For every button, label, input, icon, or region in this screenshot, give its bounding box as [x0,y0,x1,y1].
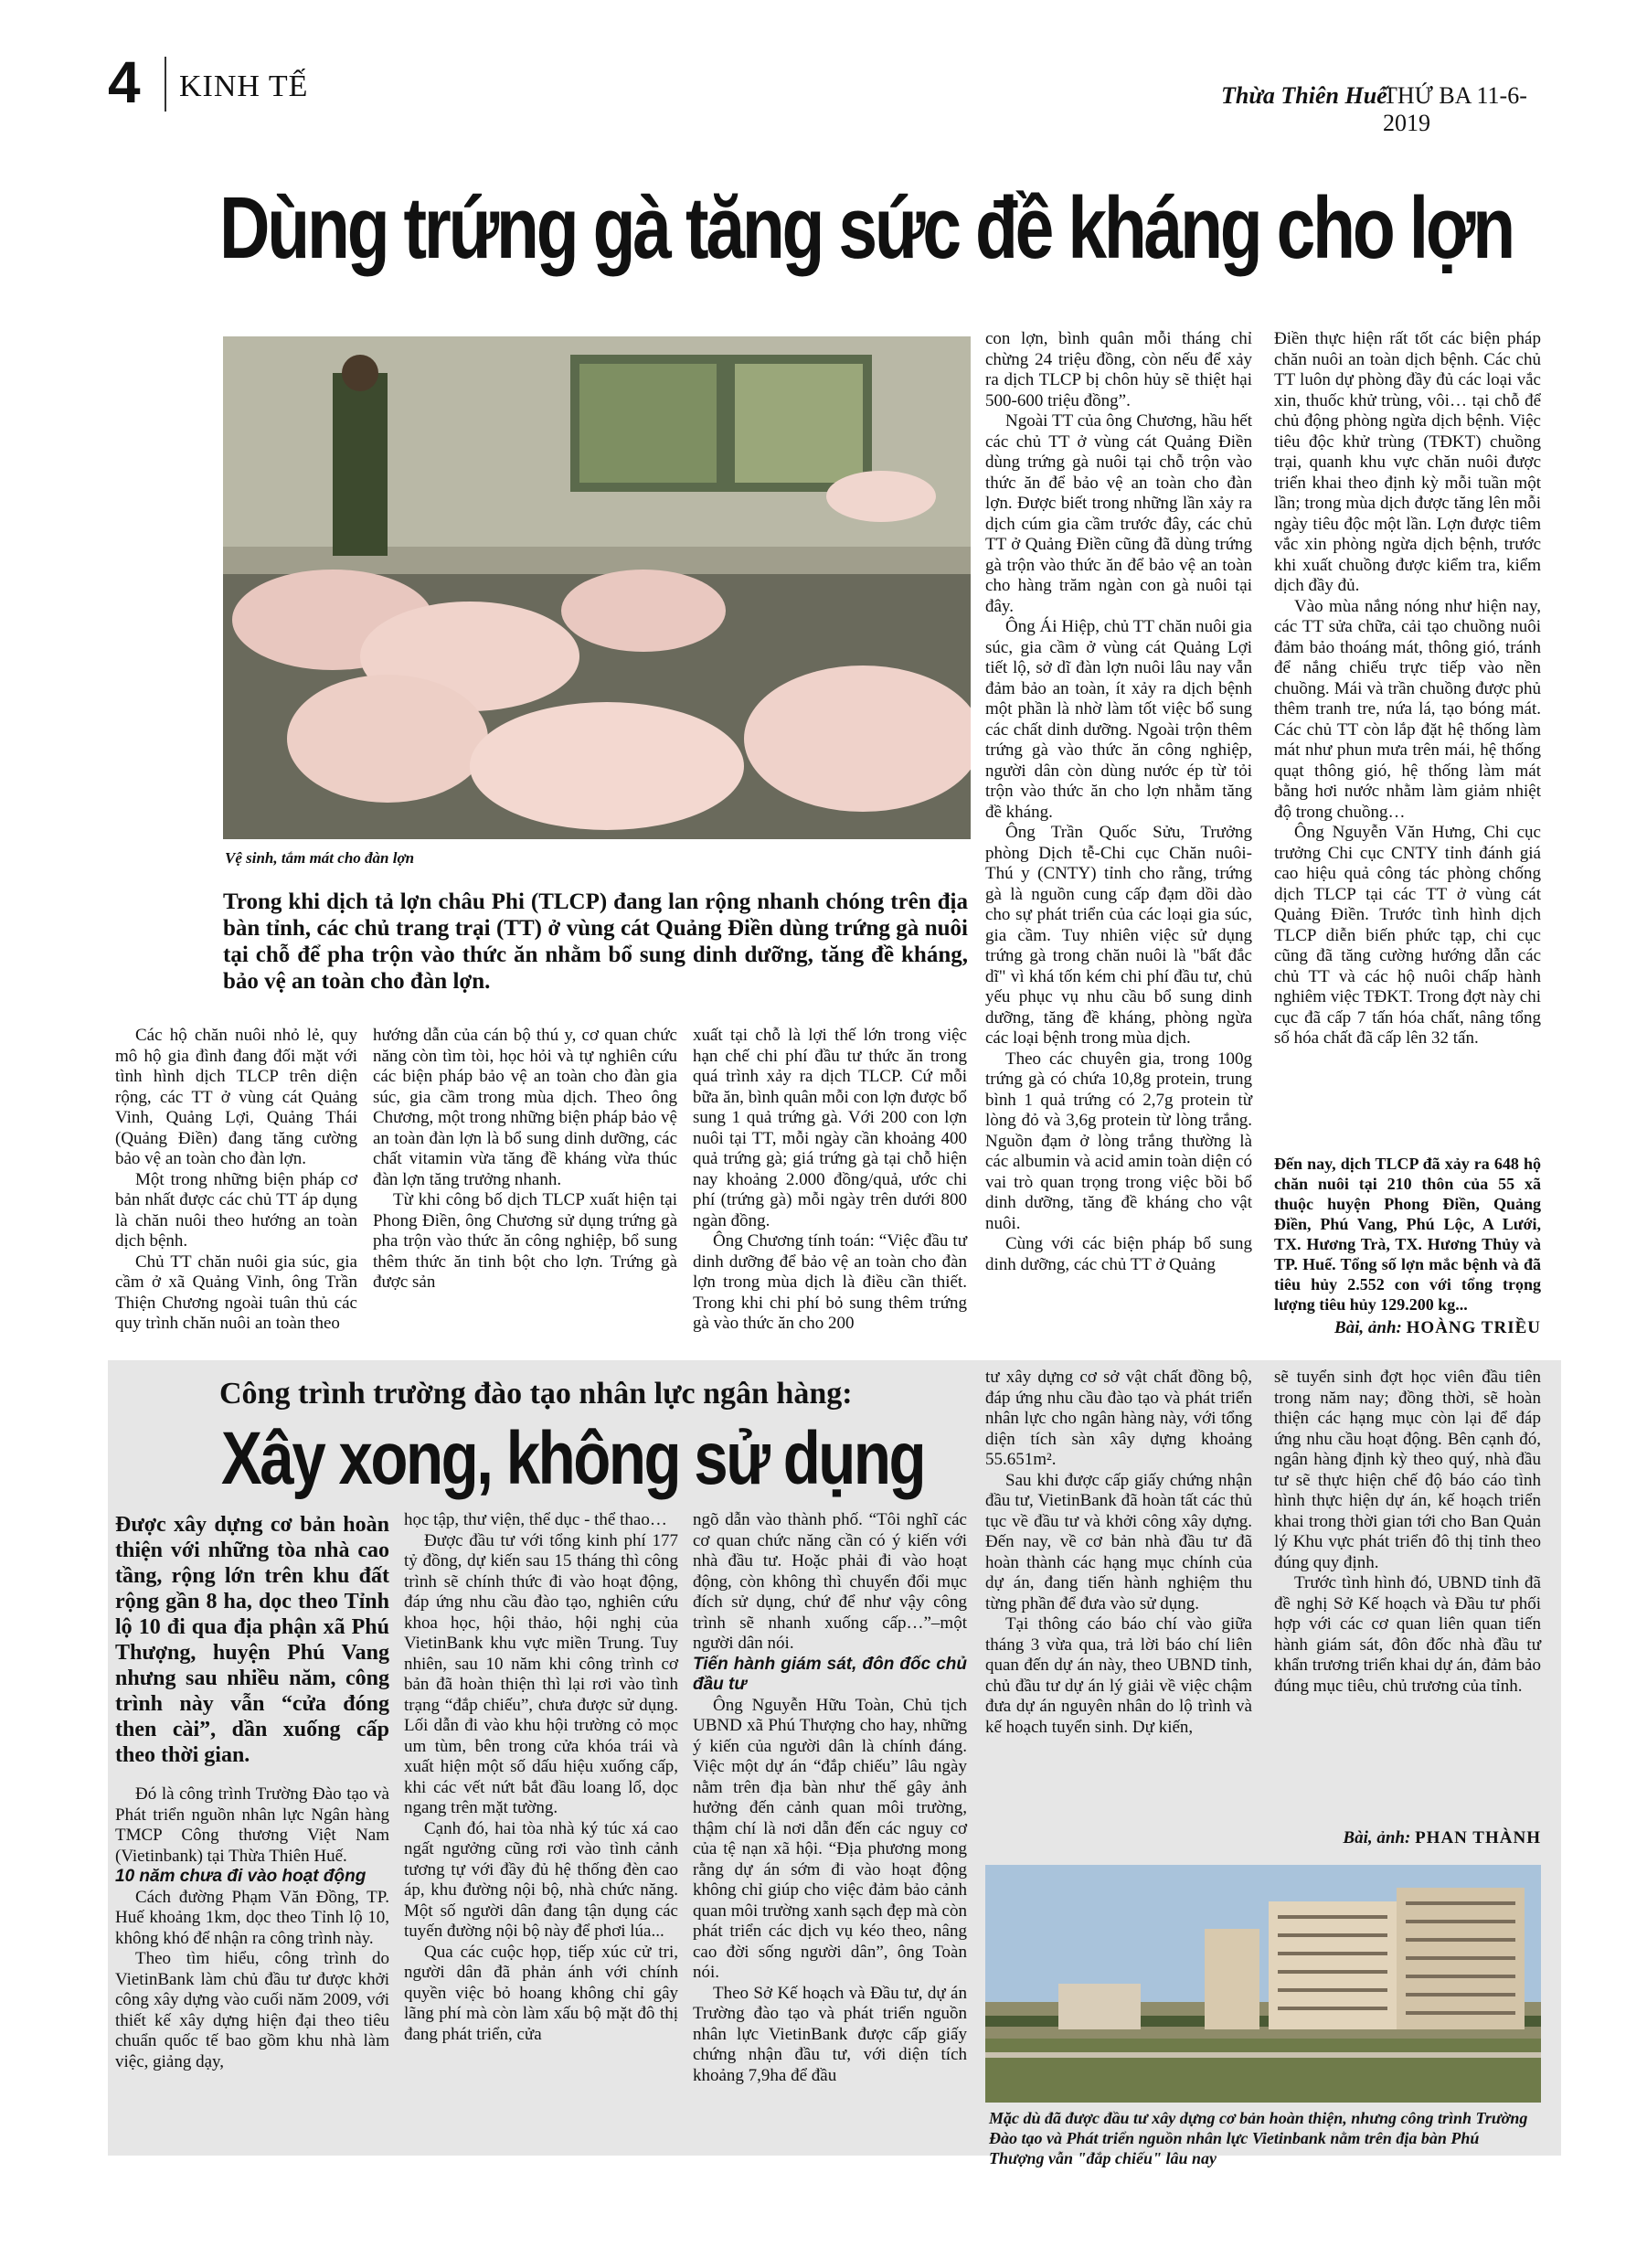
article2-col3 [693,1510,967,2086]
byline-name: HOÀNG TRIỀU [1406,1318,1541,1337]
article2-col2 [404,1510,678,2045]
pig-photo-caption: Vệ sinh, tắm mát cho đàn lợn [225,849,415,867]
pig-photo [223,336,971,839]
paragraph: tư xây dựng cơ sở vật chất đồng bộ, đáp ứng nhu cầu đào tạo và phát triển nhân lực cho ngân hàng này, với tổng diện tích sàn xây dựng khoảng 55.651m². [985,1368,1252,1469]
article1-lead: Trong khi dịch tả lợn châu Phi (TLCP) đang lan rộng nhanh chóng trên địa bàn tỉnh, các chủ trang trại (TT) ở vùng cát Quảng Điền dùng trứng gà nuôi tại chỗ để pha trộn vào thức ăn nhằm bổ sung dinh dưỡng, tăng đề kháng, bảo vệ an toàn cho đàn lợn. [223,889,968,994]
paragraph: Sau khi được cấp giấy chứng nhận đầu tư, VietinBank đã hoàn tất các thủ tục về đầu tư và khởi công xây dựng. Đến nay, về cơ bản nhà đầu tư đã hoàn thành các hạng mục chính của dự án, đang tiến hành nghiệm thu từng phần để đưa vào sử dụng. [985,1470,1252,1613]
paragraph: Cạnh đó, hai tòa nhà ký túc xá cao ngất ngưởng cũng rơi vào tình cảnh tương tự với đầy đủ hệ thống đèn cao áp, khu đường nội bộ, nhà chức năng. Một số người dân đang tận dụng các tuyến đường nội bộ này để phơi lúa... [404,1818,678,1941]
paragraph: Ông Ái Hiệp, chủ TT chăn nuôi gia súc, gia cầm ở vùng cát Quảng Lợi tiết lộ, sở dĩ đàn lợn nuôi lâu nay vẫn đảm bảo an toàn, ít xảy ra dịch bệnh một phần là nhờ làm tốt việc bổ sung các chất dinh dưỡng. Ngoài trộn thêm trứng gà vào thức ăn công nghiệp, người dân còn dùng nước ép từ tỏi trộn vào thức ăn cho lợn nhằm tăng đề kháng. [985,617,1252,822]
paragraph: Các hộ chăn nuôi nhỏ lẻ, quy mô hộ gia đình đang đối mặt với tình hình dịch TLCP trên diện rộng, các TT ở vùng cát Quảng Vinh, Quảng Lợi, Quảng Thái (Quảng Điền) đang tăng cường bảo vệ an toàn cho đàn lợn. [115,1026,357,1168]
article2-headline: Xây xong, không sử dụng [221,1417,925,1500]
stats-box: Đến nay, dịch TLCP đã xảy ra 648 hộ chăn nuôi tại 210 thôn của 55 xã thuộc huyện Phong Điền, Quảng Điền, Phú Vang, Phú Lộc, A Lưới, TX. Hương Trà, TX. Hương Thủy và TP. Huế. Tổng số lợn mắc bệnh và đã tiêu hủy 2.552 con với tổng trọng lượng tiêu hủy 129.200 kg... [1274,1155,1541,1314]
paragraph: Theo các chuyên gia, trong 100g trứng gà có chứa 10,8g protein, trung bình 1 quả trứng có 2,7g protein từ lòng đỏ và 3,6g protein từ lòng trắng. Nguồn đạm ở lòng trắng thường là các albumin và acid amin toàn diện có vai trò quan trọng trong việc bồi bổ dinh dưỡng, tăng đề kháng cho vật nuôi. [985,1049,1252,1233]
article1-col3 [693,1026,967,1335]
paragraph: học tập, thư viện, thể dục - thể thao… [404,1510,667,1529]
page-header [108,46,1561,136]
paragraph: Vào mùa nắng nóng như hiện nay, các TT sửa chữa, cải tạo chuồng nuôi đảm bảo thoáng mát, thông gió, tránh để nắng chiếu trực tiếp vào nền chuồng. Mái và trần chuồng được phủ thêm tranh tre, nứa lá, tạo bóng mát. Các chủ TT còn lắp đặt hệ thống làm mát như phun mưa trên mái, hệ thống quạt thông gió, hệ thống làm mát bằng hơi nước nhằm làm giảm nhiệt độ trong chuồng… [1274,596,1541,822]
issue-date: THỨ BA 11-6-2019 [1383,82,1527,136]
paragraph: hướng dẫn của cán bộ thú y, cơ quan chức năng còn tìm tòi, học hỏi và tự nghiên cứu các biện pháp bảo vệ an toàn cho đàn gia súc, gia cầm trong mùa dịch. Theo ông Chương, một trong những biện pháp bảo vệ an toàn đàn lợn là bổ sung dinh dưỡng, các chất vitamin vừa tăng đề kháng vừa thúc đàn lợn tăng trưởng nhanh. [373,1026,677,1189]
headline: Dùng trứng gà tăng sức đề kháng cho lợn [219,179,1513,277]
paragraph: Một trong những biện pháp cơ bản nhất được các chủ TT áp dụng là chăn nuôi theo hướng an toàn dịch bệnh. [115,1169,357,1251]
paragraph: Qua các cuộc họp, tiếp xúc cử tri, người dân đã phản ánh với chính quyền việc bỏ hoang không chỉ gây lãng phí mà còn làm xấu bộ mặt đô thị đang phát triển, cửa [404,1942,678,2044]
paragraph: Ông Trần Quốc Sửu, Trưởng phòng Dịch tễ-Chi cục Chăn nuôi-Thú y (CNTY) tỉnh cho rằng, trứng gà là nguồn cung cấp đạm dồi dào cho sự phát triển của các loại gia súc, gia cầm. Tuy nhiên việc sử dụng trứng gà trong chăn nuôi là "bất đắc dĩ" vì khá tốn kém chi phí đầu tư, chủ yếu phục vụ nhu cầu bổ sung dinh dưỡng, tăng đề kháng, phòng ngừa các loại bệnh trong mùa dịch. [985,823,1252,1048]
paper-name: Thừa Thiên Huế [1221,82,1387,109]
pig-photo-illustration [223,336,971,839]
paragraph: Ông Nguyễn Hữu Toàn, Chủ tịch UBND xã Phú Thượng cho hay, những ý kiến của người dân là chính đáng. Việc một dự án “đắp chiếu” lâu ngày nằm trên địa bàn như thế gây ảnh hưởng đến cảnh quan môi trường, thậm chí là nơi dẫn đến các nguy cơ của tệ nạn xã hội. “Địa phương mong rằng dự án sớm đi vào hoạt động không chỉ giúp cho việc đảm bảo cảnh quan môi trường xanh sạch đẹp mà còn phát triển các dịch vụ kéo theo, nâng cao đời sống người dân”, ông Toàn nói. [693,1695,967,1982]
article1-col1 [115,1026,357,1335]
paragraph: Trước tình hình đó, UBND tỉnh đã đề nghị Sở Kế hoạch và Đầu tư phối hợp với các cơ quan liên quan tiến hành giám sát, đôn đốc nhà đầu tư khẩn trương triển khai dự án, đảm bảo đúng mục tiêu, chủ trương của tỉnh. [1274,1573,1541,1696]
article1-col4 [985,329,1252,1275]
article1-byline [1274,1318,1541,1338]
paragraph: xuất tại chỗ là lợi thế lớn trong việc hạn chế chi phí đầu tư thức ăn trong quá trình xảy ra dịch TLCP. Cứ mỗi bữa ăn, bình quân mỗi con lợn được bổ sung 1 quả trứng gà. Với 200 con lợn nuôi tại TT, mỗi ngày cần khoảng 400 quả trứng gà; giá trứng gà tại chỗ hiện nay khoảng 2.000 đồng/quả, ước chi phí (trứng gà) mỗi ngày trên dưới 800 ngàn đồng. [693,1026,967,1230]
paragraph: con lợn, bình quân mỗi tháng chỉ chừng 24 triệu đồng, còn nếu để xảy ra dịch TLCP bị chôn hủy sẽ thiệt hại 500-600 triệu đồng”. [985,329,1252,410]
building-photo-caption: Mặc dù đã được đầu tư xây dựng cơ bản hoàn thiện, nhưng công trình Trường Đào tạo và Phát triển nguồn nhân lực Vietinbank nằm trên địa bàn Phú Thượng vẫn "đắp chiếu" lâu nay [989,2109,1528,2167]
article2-col5 [1274,1368,1541,1697]
subheading: 10 năm chưa đi vào hoạt động [115,1867,367,1886]
building-photo [985,1865,1541,2103]
paragraph: Đó là công trình Trường Đào tạo và Phát triển nguồn nhân lực Ngân hàng TMCP Công thương Việt Nam (Vietinbank) tại Thừa Thiên Huế. [115,1784,389,1866]
paragraph: Theo tìm hiểu, công trình do VietinBank làm chủ đầu tư được khởi công xây dựng vào cuối năm 2009, với thiết kế xây dựng hiện đại theo tiêu chuẩn quốc tế bao gồm khu nhà làm việc, giảng dạy, [115,1949,389,2071]
article1-col2 [373,1026,677,1294]
subheading: Tiến hành giám sát, đôn đốc chủ đầu tư [693,1654,967,1694]
byline-name: PHAN THÀNH [1415,1828,1541,1847]
article1-col5 [1274,329,1541,1049]
byline-prefix: Bài, ảnh: [1343,1828,1411,1847]
paragraph: ngõ dẫn vào thành phố. “Tôi nghĩ các cơ quan chức năng cần có ý kiến với nhà đầu tư. Hoặc phải đi vào hoạt động, còn không thì chuyển đổi mục đích sử dụng, chứ để như vậy công trình sẽ nhanh xuống cấp…”–một người dân nói. [693,1510,967,1653]
paragraph: Cách đường Phạm Văn Đồng, TP. Huế khoảng 1km, dọc theo Tỉnh lộ 10, không khó để nhận ra công trình này. [115,1887,389,1948]
paragraph: Chủ TT chăn nuôi gia súc, gia cầm ở xã Quảng Vinh, ông Trần Thiện Chương ngoài tuân thủ các quy trình chăn nuôi an toàn theo [115,1251,357,1333]
paragraph: Theo Sở Kế hoạch và Đầu tư, dự án Trường đào tạo và phát triển nguồn nhân lực VietinBank được cấp giấy chứng nhận đầu tư, với diện tích khoảng 7,9ha để đầu [693,1983,967,2085]
paragraph: Tại thông cáo báo chí vào giữa tháng 3 vừa qua, trả lời báo chí liên quan đến dự án này, theo UBND tỉnh, chủ đầu tư dự án lý giải về việc chậm đưa dự án nguyên nhân do lộ trình và kế hoạch tuyển sinh. Dự kiến, [985,1614,1252,1737]
paragraph: Điền thực hiện rất tốt các biện pháp chăn nuôi an toàn dịch bệnh. Các chủ TT luôn dự phòng đầy đủ các loại vắc xin, thuốc khử trùng, vôi… tại chỗ để chủ động phòng ngừa dịch bệnh. Việc tiêu độc khử trùng (TĐKT) chuồng trại, quanh khu vực chăn nuôi được triển khai theo định kỳ mỗi tuần một lần; trong mùa dịch được tăng lên mỗi ngày tiêu độc một lần. Lợn được tiêm vắc xin phòng ngừa dịch bệnh, trước khi xuất chuồng được kiểm tra, kiểm dịch đầy đủ. [1274,329,1541,595]
paragraph: Ông Nguyễn Văn Hưng, Chi cục trưởng Chi cục CNTY tỉnh đánh giá cao hiệu quả công tác phòng chống dịch TLCP tại các TT ở vùng cát Quảng Điền. Trước tình hình dịch TLCP diễn biến phức tạp, chi cục cũng đã tăng cường hướng dẫn các chủ TT và các hộ nuôi chấp hành nghiêm việc TĐKT. Trong đợt này chi cục đã cấp 7 tấn hóa chất, nâng tổng số hóa chất đã cấp lên 32 tấn. [1274,823,1541,1048]
page-number: 4 [108,49,141,115]
paragraph: sẽ tuyển sinh đợt học viên đầu tiên trong năm nay; đồng thời, sẽ hoàn thiện các hạng mục còn lại để đáp ứng nhu cầu hoạt động. Bên cạnh đó, ngân hàng định kỳ theo quý, nhà đầu tư sẽ thực hiện chế độ báo cáo tình hình thực hiện dự án, kế hoạch triển khai trong thời gian tới cho Ban Quản lý Khu vực phát triển đô thị tỉnh theo đúng quy định. [1274,1368,1541,1572]
section-title: KINH TẾ [179,69,309,103]
paragraph: Được đầu tư với tổng kinh phí 177 tỷ đồng, dự kiến sau 15 tháng thì công trình sẽ chính thức đi vào hoạt động, đáp ứng nhu cầu đào tạo, nghiên cứu khoa học, hội thảo, hội nghị của VietinBank khu vực miền Trung. Tuy nhiên, sau 10 năm khi công trình cơ bản đã hoàn thiện thì lại rơi vào tình trạng “đắp chiếu”, chưa được sử dụng. Lối dẫn đi vào khu hội trường cỏ mọc um tùm, bên trong cửa khóa trái và xuất hiện một số dấu hiệu xuống cấp, khi các vết nứt bắt đầu loang lổ, dọc ngang trên mặt tường. [404,1530,678,1817]
article2-lead: Được xây dựng cơ bản hoàn thiện với những tòa nhà cao tầng, rộng lớn trên khu đất rộng gần 8 ha, dọc theo Tỉnh lộ 10 đi qua địa phận xã Phú Thượng, huyện Phú Vang nhưng sau nhiều năm, công trình này vẫn “cửa đóng then cài”, dần xuống cấp theo thời gian. [115,1513,389,1767]
paragraph: Ngoài TT của ông Chương, hầu hết các chủ TT ở vùng cát Quảng Điền dùng trứng gà nuôi tại chỗ trộn vào thức ăn để bảo vệ an toàn cho đàn lợn. Được biết trong những lần xảy ra dịch cúm gia cầm trước đây, các chủ TT ở Quảng Điền cũng đã dùng trứng gà trộn vào thức ăn để bảo vệ an toàn cho hàng trăm ngàn con gà nuôi tại đây. [985,411,1252,616]
paragraph: Cùng với các biện pháp bổ sung dinh dưỡng, các chủ TT ở Quảng [985,1234,1252,1274]
paragraph: Từ khi công bố dịch TLCP xuất hiện tại Phong Điền, ông Chương sử dụng trứng gà pha trộn vào thức ăn công nghiệp, bổ sung thêm thức ăn tinh bột cho lợn. Trứng gà được sản [373,1190,677,1292]
building-photo-illustration [985,1865,1541,2103]
byline-prefix: Bài, ảnh: [1334,1318,1402,1337]
article2-byline [1274,1828,1541,1848]
article2-kicker: Công trình trường đào tạo nhân lực ngân hàng: [219,1377,853,1411]
header-divider [165,57,166,112]
article2-col4 [985,1368,1252,1738]
article2-col1 [115,1784,389,2072]
paragraph: Ông Chương tính toán: “Việc đầu tư dinh dưỡng để bảo vệ an toàn cho đàn lợn trong mùa dịch là điều cần thiết. Trong khi chi phí bỏ sung thêm trứng gà vào thức ăn cho 200 [693,1231,967,1333]
